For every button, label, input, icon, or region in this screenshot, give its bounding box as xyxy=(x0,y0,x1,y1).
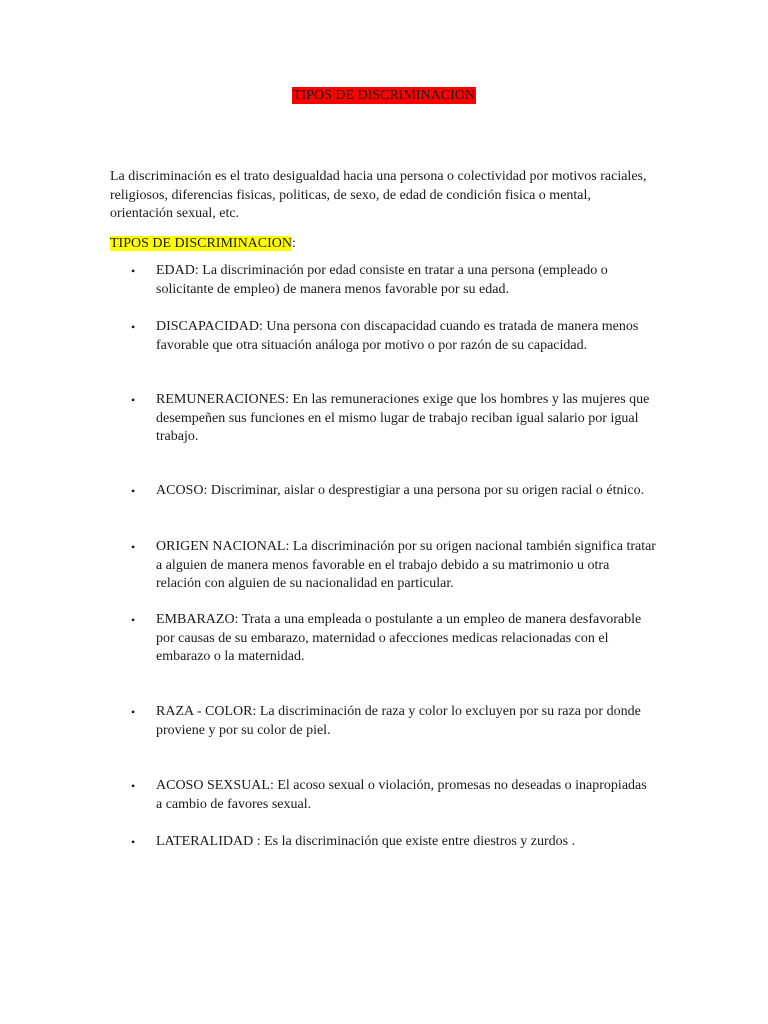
bullet-icon: • xyxy=(131,484,136,498)
section-heading-colon: : xyxy=(292,236,296,251)
bullet-icon: • xyxy=(131,320,136,334)
list-item-raza-color xyxy=(131,703,656,740)
document-title: TIPOS DE DISCRIMINACION xyxy=(292,88,475,103)
list-item-origen-nacional xyxy=(131,538,656,594)
list-item-embarazo xyxy=(131,611,656,667)
list-item-text: ACOSO: Discriminar, aislar o desprestigiar a una persona por su origen racial o étnico. xyxy=(156,483,645,498)
list-item-discapacidad xyxy=(131,318,656,355)
bullet-icon: • xyxy=(131,779,136,793)
list-item-text: RAZA - COLOR: La discriminación de raza y color lo excluyen por su raza por donde proviene y por su color de piel. xyxy=(156,704,641,738)
list-item-acoso-sexual xyxy=(131,777,656,814)
list-item-edad xyxy=(131,262,656,299)
list-item-text: EMBARAZO: Trata a una empleada o postulante a un empleo de manera desfavorable por causas de su embarazo, maternidad o afecciones medicas relacionadas con el embarazo o la maternidad. xyxy=(156,612,642,664)
title-container xyxy=(0,86,768,104)
list-item-remuneraciones xyxy=(131,391,656,447)
list-item-lateralidad xyxy=(131,833,656,852)
list-item-text: REMUNERACIONES: En las remuneraciones exige que los hombres y las mujeres que desempeñen sus funciones en el mismo lugar de trabajo reciban igual salario por igual trabajo. xyxy=(156,392,650,444)
section-heading xyxy=(110,235,296,253)
section-heading-highlight: TIPOS DE DISCRIMINACION xyxy=(110,236,293,251)
list-item-text: ACOSO SEXSUAL: El acoso sexual o violación, promesas no deseadas o inapropiadas a cambio de favores sexual. xyxy=(156,778,647,812)
bullet-icon: • xyxy=(131,540,136,554)
list-item-acoso xyxy=(131,482,656,501)
bullet-icon: • xyxy=(131,264,136,278)
bullet-icon: • xyxy=(131,835,136,849)
bullet-icon: • xyxy=(131,393,136,407)
bullet-icon: • xyxy=(131,705,136,719)
list-item-text: DISCAPACIDAD: Una persona con discapacidad cuando es tratada de manera menos favorable que otra situación análoga por motivo o por razón de su capacidad. xyxy=(156,319,639,353)
list-item-text: ORIGEN NACIONAL: La discriminación por su origen nacional también significa tratar a alguien de manera menos favorable en el trabajo debido a su matrimonio u otra relación con alguien de su nacionalidad en particular. xyxy=(156,539,656,591)
intro-paragraph: La discriminación es el trato desigualdad hacia una persona o colectividad por motivos raciales, religiosos, diferencias fisicas, politicas, de sexo, de edad de condición fisica o mental, orientación sexual, etc. xyxy=(110,169,647,221)
bullet-icon: • xyxy=(131,613,136,627)
list-item-text: LATERALIDAD : Es la discriminación que existe entre diestros y zurdos . xyxy=(156,834,576,849)
list-item-text: EDAD: La discriminación por edad consiste en tratar a una persona (empleado o solicitante de empleo) de manera menos favorable por su edad. xyxy=(156,263,608,297)
